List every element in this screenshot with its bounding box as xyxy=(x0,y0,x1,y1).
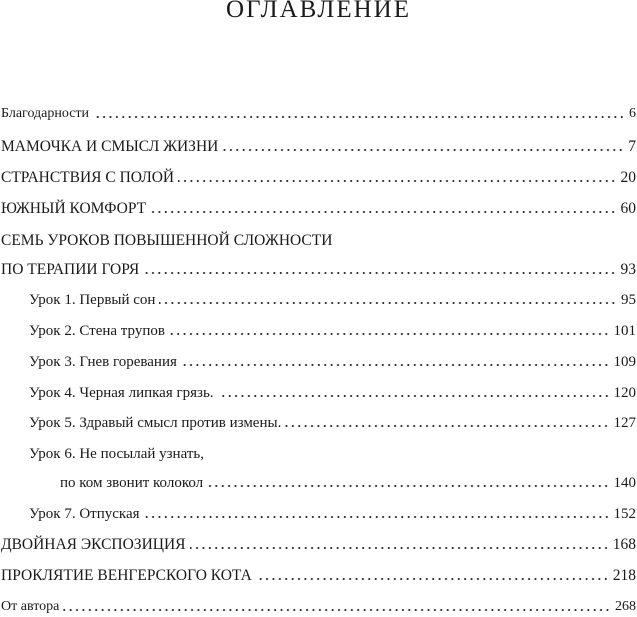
toc-entry-page: 101 xyxy=(613,323,636,339)
toc-entry-page: 127 xyxy=(613,415,636,431)
toc-entry-lesson-4[interactable] xyxy=(29,383,636,403)
toc-entry-page: 152 xyxy=(613,506,636,522)
dot-leader xyxy=(93,115,625,119)
dot-leader xyxy=(144,515,610,519)
dot-leader xyxy=(207,484,609,488)
toc-entry-lesson-6-line2[interactable] xyxy=(60,473,636,493)
dot-leader xyxy=(178,179,616,183)
toc-entry-label: Урок 6. Не посылай узнать, xyxy=(29,446,205,462)
toc-entry-label: Урок 4. Черная липкая грязь. xyxy=(29,385,214,401)
toc-entry-label: ЮЖНЫЙ КОМФОРТ xyxy=(1,200,147,217)
dot-leader xyxy=(150,210,616,214)
dot-leader xyxy=(143,271,616,275)
toc-entry-lesson-6-line1[interactable] xyxy=(29,444,636,464)
toc-entry-page: 109 xyxy=(613,354,636,370)
toc-entry-lesson-2[interactable] xyxy=(29,321,636,341)
dot-leader xyxy=(181,363,610,367)
toc-entry-page: 120 xyxy=(613,385,636,401)
toc-entry-label: Урок 7. Отпуская xyxy=(29,506,140,522)
dot-leader xyxy=(222,148,624,152)
toc-entry-double-exposure[interactable] xyxy=(1,535,636,555)
toc-entry-wanderings[interactable] xyxy=(1,168,636,188)
toc-entry-label: Урок 5. Здравый смысл против измены. xyxy=(29,415,282,431)
toc-entry-page: 95 xyxy=(621,292,636,308)
dot-leader xyxy=(169,332,610,336)
toc-entry-acknowledgements[interactable] xyxy=(1,104,636,124)
toc-entry-label: МАМОЧКА И СМЫСЛ ЖИЗНИ xyxy=(1,138,219,155)
toc-entry-hungarian-cat[interactable] xyxy=(1,566,636,586)
toc-entry-page: 7 xyxy=(628,138,636,155)
toc-entry-label: Благодарности xyxy=(1,106,90,121)
dot-leader xyxy=(285,424,609,428)
toc-entry-label: ПРОКЛЯТИЕ ВЕНГЕРСКОГО КОТА xyxy=(1,567,252,584)
toc-entry-label: СТРАНСТВИЯ С ПОЛОЙ xyxy=(1,169,175,186)
toc-entry-page: 93 xyxy=(620,261,636,278)
toc-entry-label: ДВОЙНАЯ ЭКСПОЗИЦИЯ xyxy=(1,536,186,553)
toc-entry-label: ПО ТЕРАПИИ ГОРЯ xyxy=(1,261,140,278)
toc-entry-mama[interactable] xyxy=(1,137,636,157)
toc-entry-lesson-1[interactable] xyxy=(29,290,636,310)
dot-leader xyxy=(218,394,610,398)
dot-leader xyxy=(190,546,609,550)
toc-entry-page: 6 xyxy=(629,106,636,121)
dot-leader xyxy=(256,577,609,581)
toc-entry-lesson-3[interactable] xyxy=(29,352,636,372)
toc-entry-lesson-5[interactable] xyxy=(29,413,636,433)
toc-entry-page: 60 xyxy=(620,200,636,217)
dot-leader xyxy=(159,301,617,305)
toc-entry-lesson-7[interactable] xyxy=(29,504,636,524)
dot-leader xyxy=(63,608,611,612)
toc-entry-page: 268 xyxy=(615,599,636,614)
toc-entry-label: СЕМЬ УРОКОВ ПОВЫШЕННОЙ СЛОЖНОСТИ xyxy=(1,232,333,249)
toc-entry-seven-lessons-line2[interactable] xyxy=(1,260,636,280)
toc-entry-label: От автора xyxy=(1,599,60,614)
toc-entry-page: 218 xyxy=(612,567,636,584)
toc-entry-page: 20 xyxy=(620,169,636,186)
toc-entry-from-author[interactable] xyxy=(1,597,636,617)
toc-entry-seven-lessons-line1[interactable] xyxy=(1,231,636,251)
toc-entry-page: 140 xyxy=(613,475,636,491)
toc-entry-page: 168 xyxy=(612,536,636,553)
page-title: ОГЛАВЛЕНИЕ xyxy=(226,0,411,23)
toc-entry-southern-comfort[interactable] xyxy=(1,199,636,219)
toc-entry-label: Урок 3. Гнев горевания xyxy=(29,354,177,370)
toc-entry-label: по ком звонит колокол xyxy=(60,475,204,491)
toc-entry-label: Урок 2. Стена трупов xyxy=(29,323,165,339)
toc-entry-label: Урок 1. Первый сон xyxy=(29,292,156,308)
